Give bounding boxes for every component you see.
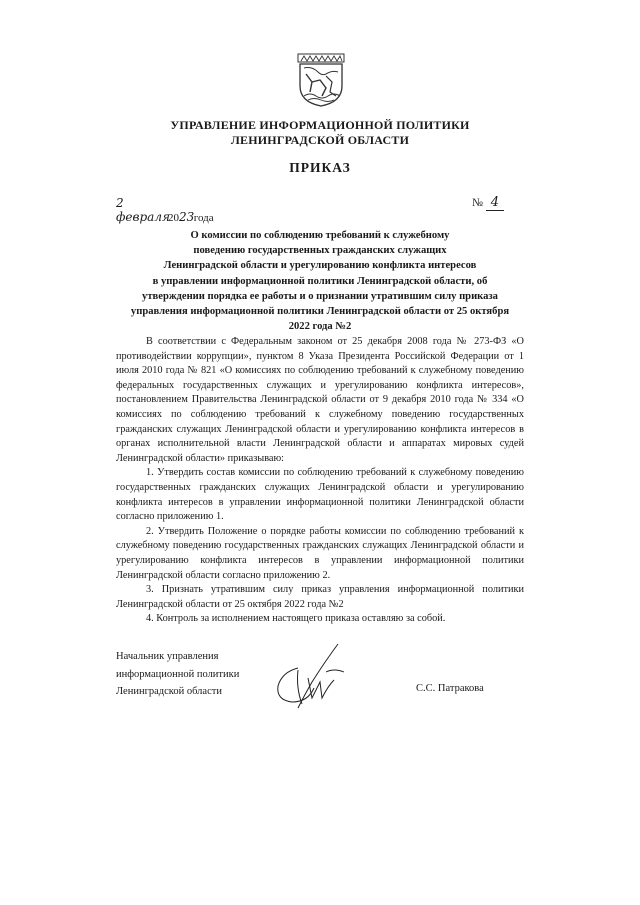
- number-label: №: [472, 197, 483, 209]
- subject-line: управления информационной политики Ленинградской области от 25 октября: [130, 306, 510, 318]
- document-number: [472, 195, 504, 211]
- order-item: 2. Утвердить Положение о порядке работы комиссии по соблюдению требований к служебному поведению государственных гражданских служащих Ленинградской области и урегулированию конфликта интересов в управлении информационной политики Ленинградской области согласно приложению 2.: [116, 525, 524, 581]
- subject-line: 2022 года №2: [288, 321, 352, 333]
- date-suffix: года: [193, 212, 214, 224]
- signatory-name: С.С. Патракова: [416, 683, 484, 694]
- handwritten-year: 23: [179, 210, 195, 224]
- signatory-position: [116, 648, 239, 701]
- subject-line: поведению государственных гражданских служащих: [193, 245, 447, 257]
- document-body: [116, 335, 524, 627]
- document-subject: [112, 228, 528, 334]
- handwritten-signature-icon: [268, 642, 364, 714]
- preamble-paragraph: В соответствии с Федеральным законом от 25 декабря 2008 года № 273-ФЗ «О противодействии коррупции», пунктом 8 Указа Президента Российской Федерации от 1 июля 2010 года № 821 «О комиссиях по соблюдению требований к служебному поведению федеральных государственных служащих и урегулированию конфликта интересов», постановлением Правительства Ленинградской области от 9 декабря 2010 года № 334 «О комиссиях по соблюдению требований к служебному поведению государственных гражданских служащих Ленинградской области и урегулированию конфликта интересов в органах исполнительной власти Ленинградской области и аппаратах мировых судей Ленинградской области» приказываю:: [116, 336, 524, 464]
- handwritten-number: 4: [486, 195, 504, 211]
- document-type-title: ПРИКАЗ: [289, 160, 351, 175]
- order-item: 3. Признать утратившим силу приказ управления информационной политики Ленинградской области от 25 октября 2022 года №2: [116, 584, 524, 610]
- document-date: [116, 196, 214, 224]
- position-line: Начальник управления: [116, 651, 219, 662]
- leningrad-oblast-coat-of-arms-icon: [296, 52, 346, 108]
- subject-line: Ленинградской области и урегулированию конфликта интересов: [163, 260, 477, 272]
- position-line: информационной политики: [116, 668, 240, 680]
- date-year-prefix: 20: [168, 212, 179, 224]
- order-item: 4. Контроль за исполнением настоящего приказа оставляю за собой.: [146, 613, 446, 625]
- handwritten-date: 2 февраля: [116, 196, 170, 224]
- organization-name-line1: УПРАВЛЕНИЕ ИНФОРМАЦИОННОЙ ПОЛИТИКИ: [170, 118, 470, 132]
- position-line: Ленинградской области: [116, 686, 222, 697]
- organization-name-line2: ЛЕНИНГРАДСКОЙ ОБЛАСТИ: [230, 133, 410, 147]
- subject-line: в управлении информационной политики Ленинградской области, об: [152, 275, 488, 287]
- subject-line: О комиссии по соблюдению требований к служебному: [190, 230, 450, 241]
- order-item: 1. Утвердить состав комиссии по соблюдению требований к служебному поведению государственных гражданских служащих Ленинградской области и урегулированию конфликта интересов в управлении информационной политики Ленинградской области согласно приложению 1.: [116, 467, 524, 523]
- subject-line: утверждении порядка ее работы и о признании утратившим силу приказа: [142, 290, 498, 302]
